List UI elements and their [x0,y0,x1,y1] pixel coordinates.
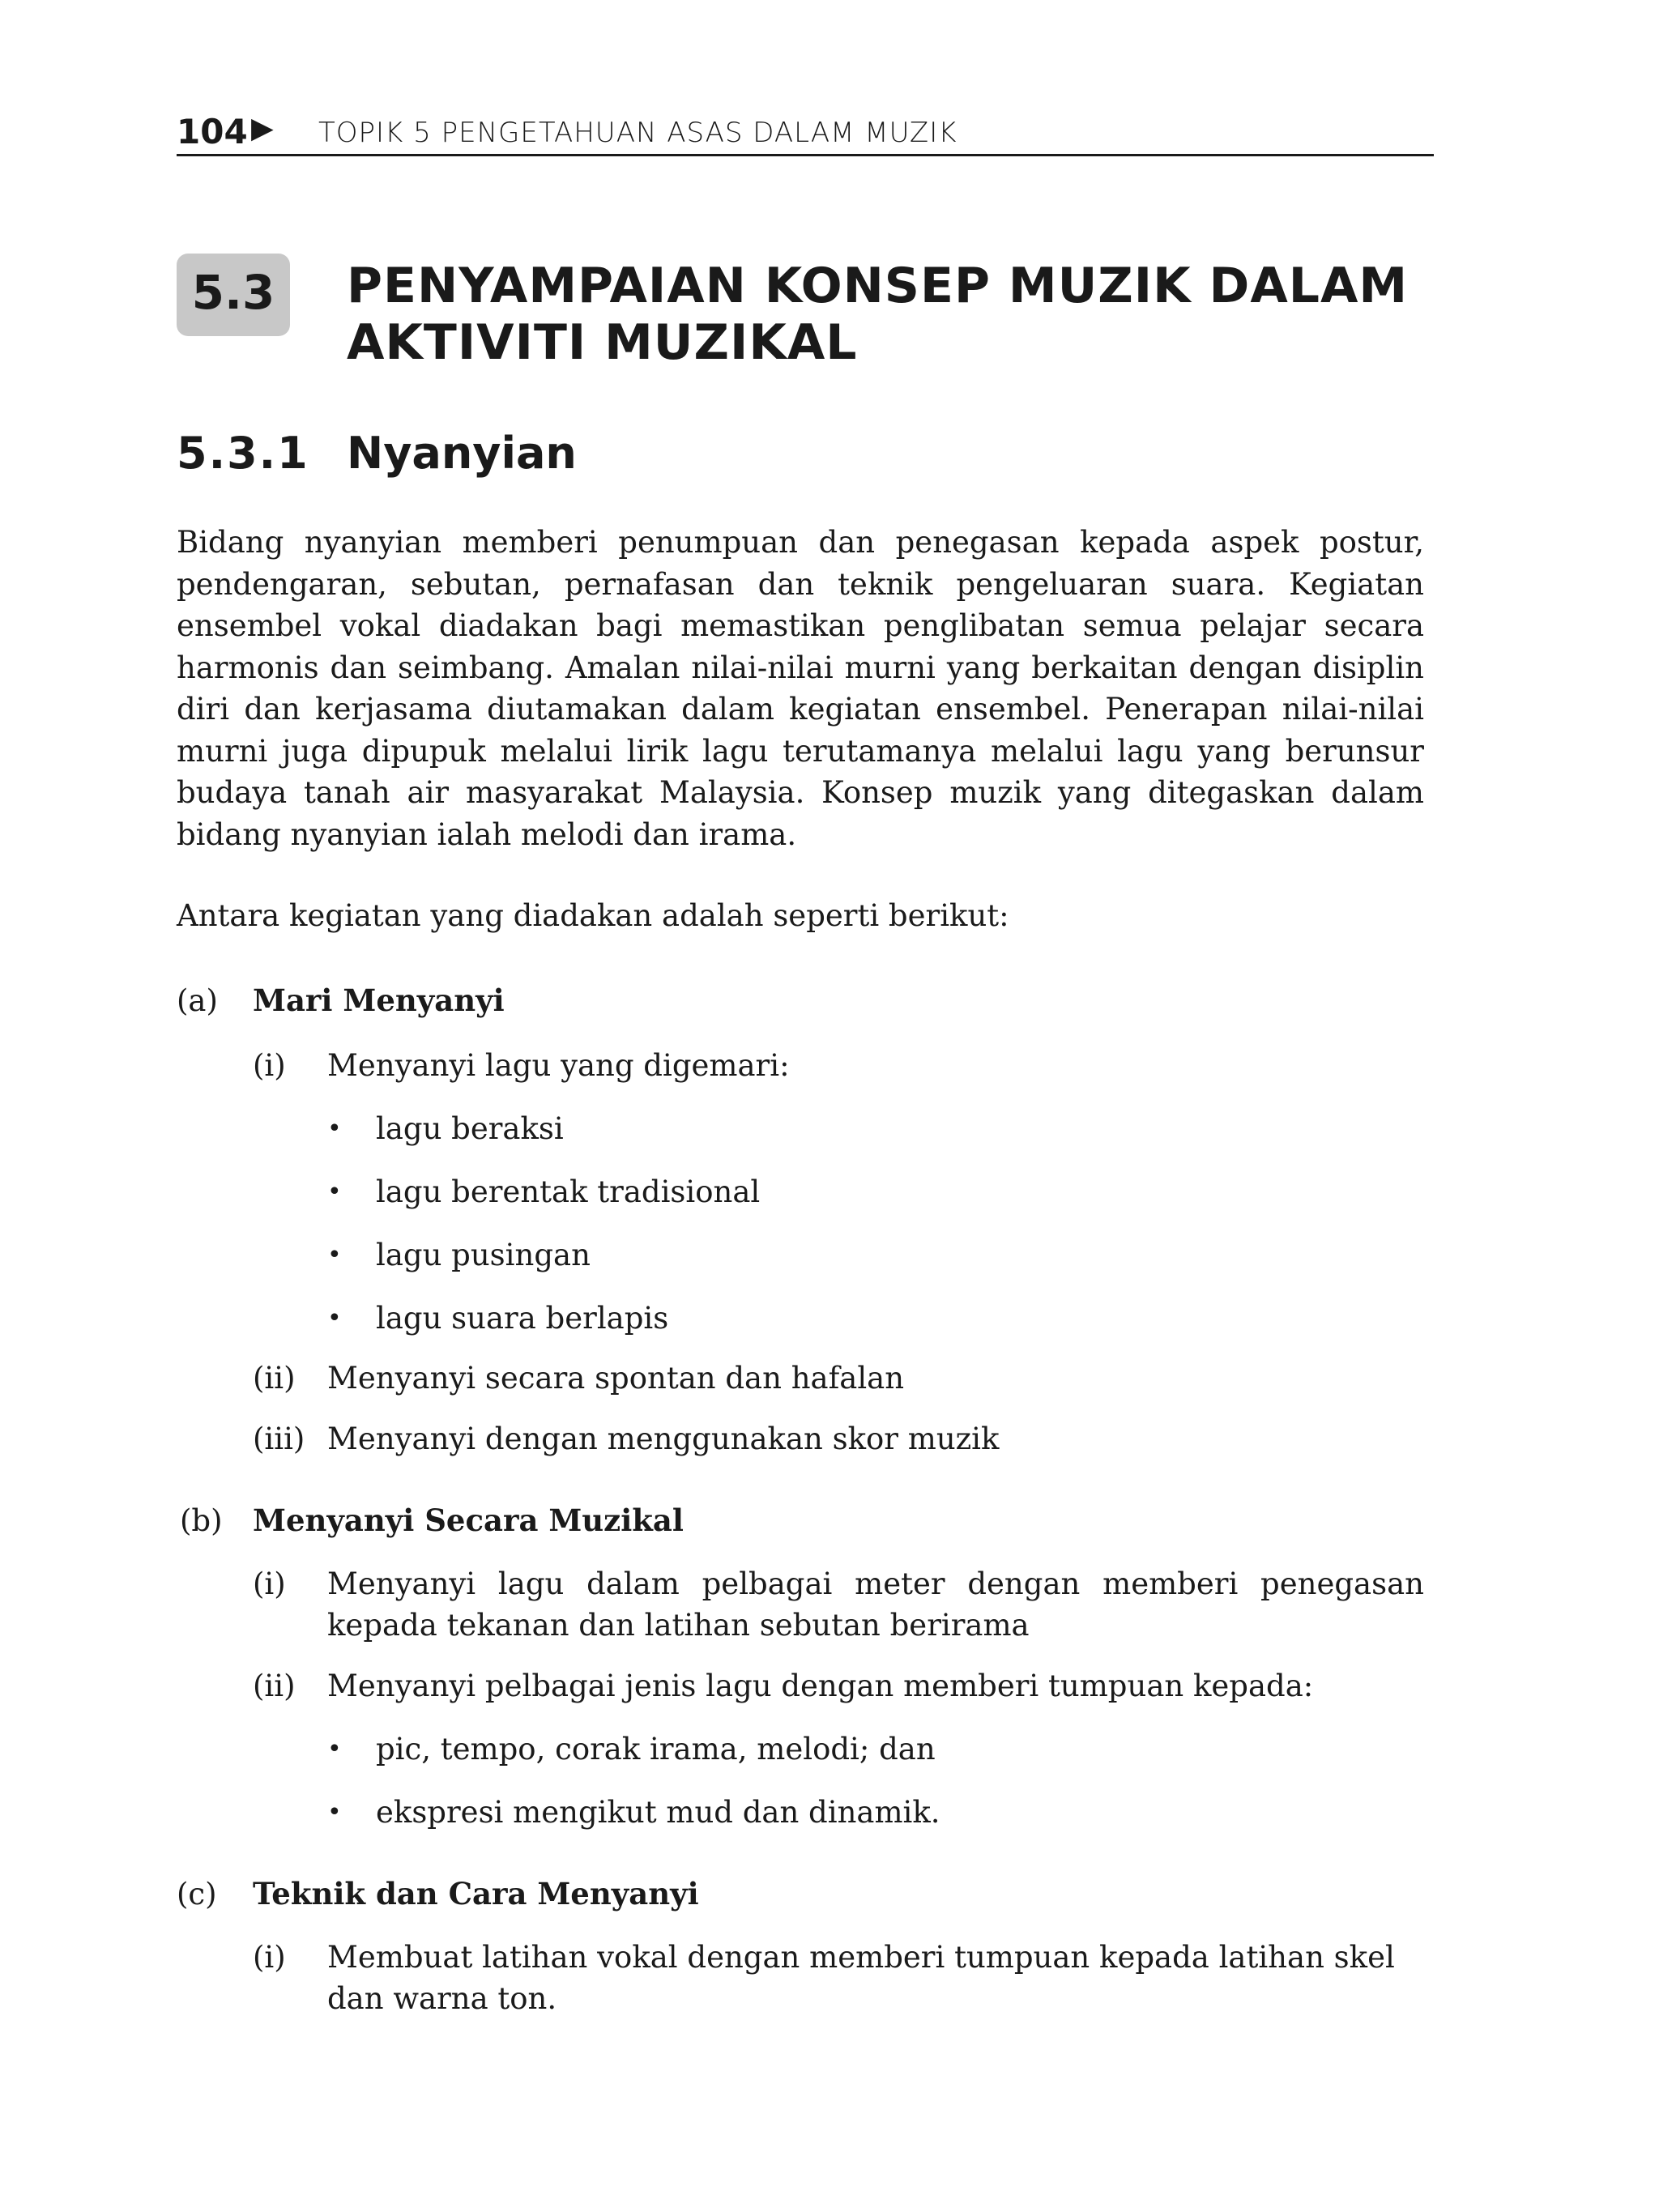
section-title-line-1: PENYAMPAIAN KONSEP MUZIK DALAM [347,258,1409,314]
body-paragraph: Bidang nyanyian memberi penumpuan dan penegasan kepada aspek postur, pendengaran, sebutan, pernafasan dan teknik pengeluaran suara. Kegiatan ensembel vokal diadakan bagi memastikan penglibatan semua pelajar secara harmonis dan seimbang. Amalan nilai-nilai murni yang berkaitan dengan disiplin diri dan kerjasama diutamakan dalam kegiatan ensembel. Penerapan nilai-nilai murni juga dipupuk melalui lirik lagu terutamanya melalui lagu yang berunsur budaya tanah air masyarakat Malaysia. Konsep muzik yang ditegaskan dalam bidang nyanyian ialah melodi dan irama. [177,525,1424,852]
subsection-number: 5.3.1 [177,428,309,479]
list-item: lagu suara berlapis [376,1301,669,1336]
list-title-c: Teknik dan Cara Menyanyi [253,1876,699,1912]
list-item: lagu pusingan [376,1238,591,1272]
intro-text: Antara kegiatan yang diadakan adalah seperti berikut: [177,898,1009,933]
list-text-b-ii: Menyanyi pelbagai jenis lagu dengan memberi tumpuan kepada: [327,1669,1314,1703]
bullet-icon: • [327,1241,342,1269]
list-title-b: Menyanyi Secara Muzikal [253,1502,684,1538]
list-label-b-ii: (ii) [253,1669,296,1703]
page-number: 104 [177,112,248,151]
section-title [347,258,1432,371]
bullet-icon: • [327,1304,342,1332]
subsection-title: Nyanyian [347,428,577,479]
list-label-a: (a) [177,983,218,1018]
list-text-b-i: Menyanyi lagu dalam pelbagai meter dengan memberi penegasan kepada tekanan dan latihan sebutan berirama [327,1566,1424,1643]
list-label-b-i: (i) [253,1566,286,1601]
running-header [177,107,1434,156]
section-title-line-2: AKTIVITI MUZIKAL [347,314,858,371]
list-text-c-i: Membuat latihan vokal dengan memberi tumpuan kepada latihan skel dan warna ton. [327,1940,1395,2016]
bullet-icon: • [327,1178,342,1206]
list-label-a-ii: (ii) [253,1361,296,1396]
list-label-c-i: (i) [253,1940,286,1975]
bullet-icon: • [327,1735,342,1763]
bullet-icon: • [327,1115,342,1143]
bullet-icon: • [327,1798,342,1826]
section-number-badge: 5.3 [177,254,290,336]
arrow-right-icon: ▶ [251,112,274,145]
list-label-c: (c) [177,1877,217,1912]
list-title-a: Mari Menyanyi [253,982,505,1018]
header-title: TOPIK 5 PENGETAHUAN ASAS DALAM MUZIK [318,117,957,149]
list-item: lagu berentak tradisional [376,1174,761,1209]
list-label-b: (b) [180,1503,223,1538]
list-text-a-i: Menyanyi lagu yang digemari: [327,1048,790,1083]
list-item: lagu beraksi [376,1111,564,1146]
list-item: pic, tempo, corak irama, melodi; dan [376,1732,936,1767]
list-text-a-ii: Menyanyi secara spontan dan hafalan [327,1361,905,1396]
list-item: ekspresi mengikut mud dan dinamik. [376,1795,940,1830]
list-label-a-i: (i) [253,1048,286,1083]
list-label-a-iii: (iii) [253,1421,305,1456]
list-text-a-iii: Menyanyi dengan menggunakan skor muzik [327,1421,1000,1456]
